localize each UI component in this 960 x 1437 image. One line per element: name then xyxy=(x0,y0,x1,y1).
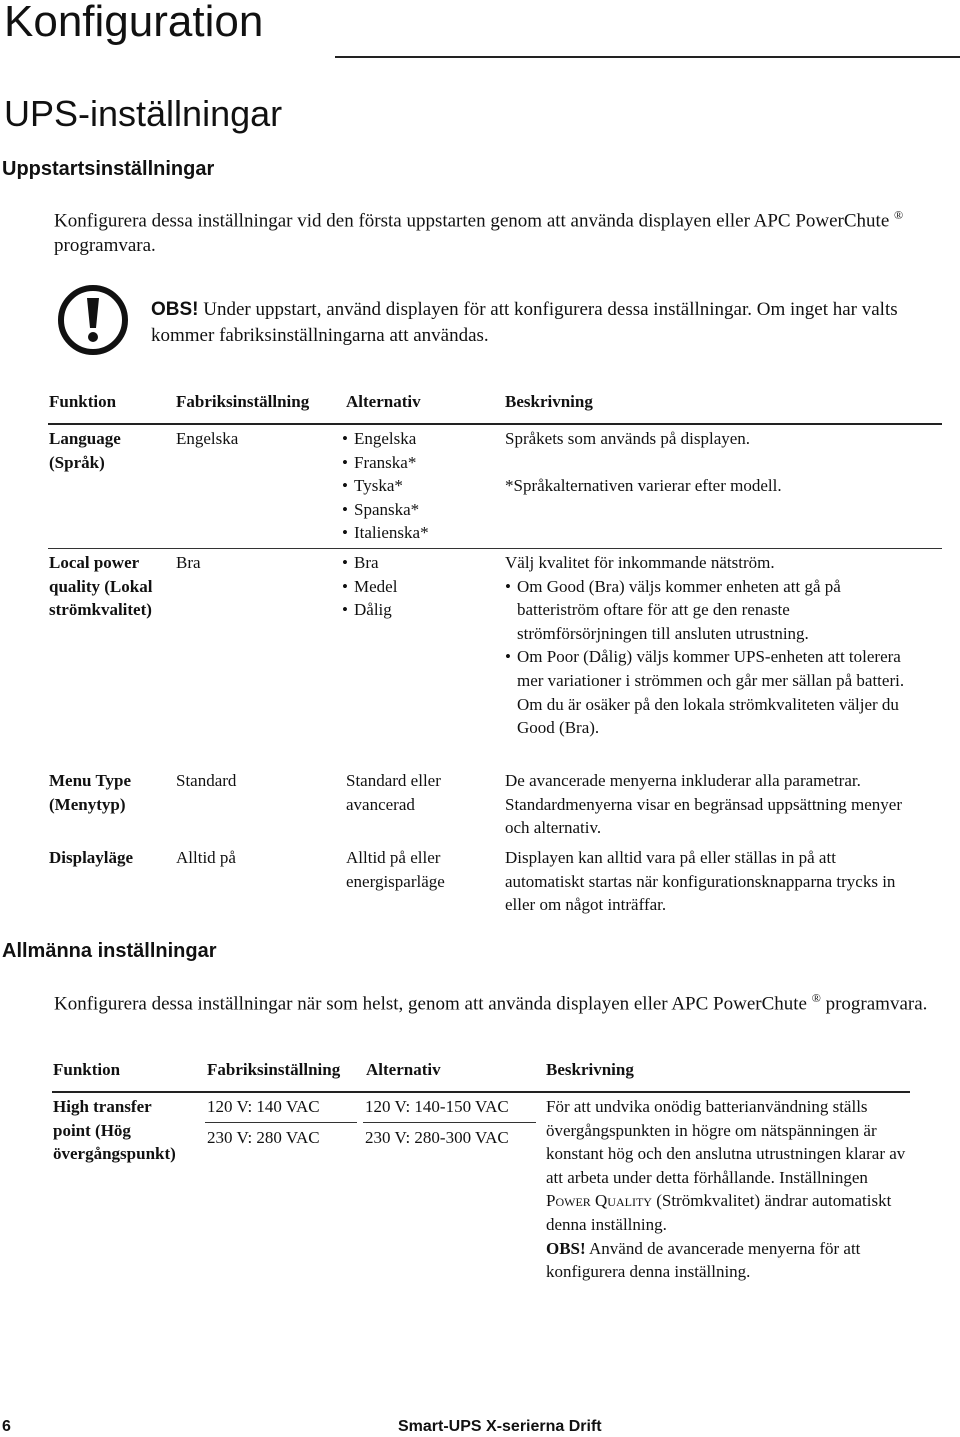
t1-header-default: Fabriksinställning xyxy=(176,392,310,411)
startup-intro xyxy=(54,203,934,258)
general-intro-suffix: programvara. xyxy=(820,993,928,1015)
t2-row-transfer-point-options xyxy=(365,1095,540,1149)
t2-header-rule xyxy=(52,1091,910,1093)
t1-row-language-function xyxy=(49,427,174,474)
footer-title: Smart-UPS X-serierna Drift xyxy=(398,1418,602,1435)
startup-heading: Uppstartsinställningar xyxy=(2,158,215,180)
t1-row-menu-type-options: Standard eller avancerad xyxy=(346,771,441,814)
description-line: Om du är osäker på den lokala strömkvaliteten väljer du Good (Bra). xyxy=(517,694,899,738)
t1-row-power-quality-description xyxy=(505,551,905,740)
description-note xyxy=(546,1237,916,1284)
t1-row-language-description xyxy=(505,427,935,498)
option-value: 230 V: 280-300 VAC xyxy=(365,1127,509,1147)
t2-header-default: Fabriksinställning xyxy=(207,1060,341,1079)
chapter-title: Konfiguration xyxy=(4,0,264,46)
t2-row-transfer-point-default xyxy=(207,1095,357,1149)
function-line: Displayläge xyxy=(49,848,134,867)
function-line: strömkvalitet) xyxy=(49,600,152,620)
description-bullet: • Om Good (Bra) väljs kommer enheten att gå på batteriström oftare för att ge den renaste strömförsörjningen till ansluten utrustning. xyxy=(505,575,905,646)
option-item: • Spanska* xyxy=(342,498,502,522)
option-value: 120 V: 140-150 VAC xyxy=(365,1097,509,1116)
note-text: Under uppstart, använd displayen för att konfigurera dessa inställningar. Om inget har valts kommer fabriksinställningarna att användas. xyxy=(151,299,898,346)
description-line: Välj kvalitet för inkommande nätström. xyxy=(505,553,775,572)
page-number: 6 xyxy=(2,1418,11,1435)
note-label: OBS! xyxy=(151,299,199,320)
startup-note xyxy=(151,297,960,349)
general-intro xyxy=(54,986,944,1016)
t1-row-menu-type-default: Standard xyxy=(176,771,237,790)
t1-row-power-quality-function xyxy=(49,551,174,622)
option-item: • Medel xyxy=(342,575,502,599)
cell-divider xyxy=(205,1122,357,1123)
t2-header-description: Beskrivning xyxy=(546,1060,634,1079)
startup-intro-text: Konfigurera dessa inställningar vid den första uppstarten genom att använda displayen eller APC PowerChute xyxy=(54,210,890,232)
default-value: 230 V: 280 VAC xyxy=(207,1127,320,1147)
default-value: 120 V: 140 VAC xyxy=(207,1097,320,1116)
t1-row-display-mode-options: Alltid på eller energisparläge xyxy=(346,848,445,891)
general-intro-text: Konfigurera dessa inställningar när som helst, genom att använda displayen eller APC PowerChute xyxy=(54,993,807,1015)
function-line: Local power xyxy=(49,553,140,572)
registered-mark: ® xyxy=(811,991,821,1005)
note-label: OBS! xyxy=(546,1238,586,1258)
chapter-rule xyxy=(335,56,960,58)
t1-row-power-quality-default: Bra xyxy=(176,553,201,572)
description-line: Språkets som används på displayen. xyxy=(505,429,751,448)
option-item: • Engelska xyxy=(342,427,502,451)
description-text: För att undvika onödig batterianvändning ställs övergångspunkten in högre om nätspänningen är konstant hög och den anslutna utrustningen klarar av att arbeta under detta förhållande. Inställningen xyxy=(546,1097,906,1187)
registered-mark: ® xyxy=(894,208,904,222)
t1-header-function: Funktion xyxy=(49,392,117,411)
description-setting-name: Power Quality xyxy=(546,1191,652,1211)
option-item: • Bra xyxy=(342,551,502,575)
function-line: quality (Lokal xyxy=(49,576,153,596)
section-title: UPS-inställningar xyxy=(4,93,283,134)
startup-intro-suffix: programvara. xyxy=(54,235,156,257)
function-line: High transfer xyxy=(53,1097,152,1116)
t2-header-options: Alternativ xyxy=(366,1060,441,1079)
function-line: Menu Type xyxy=(49,771,132,790)
t1-header-options: Alternativ xyxy=(346,392,421,411)
function-line: övergångspunkt) xyxy=(53,1144,176,1164)
note-text: Använd de avancerade menyerna för att konfigurera denna inställning. xyxy=(546,1238,861,1282)
function-line: (Språk) xyxy=(49,452,105,472)
option-item: • Franska* xyxy=(342,451,502,475)
option-item: • Tyska* xyxy=(342,474,502,498)
t1-header-description: Beskrivning xyxy=(505,392,593,411)
t2-row-transfer-point-function xyxy=(53,1095,203,1166)
cell-divider xyxy=(363,1122,536,1123)
option-item: • Italienska* xyxy=(342,521,502,545)
function-line: point (Hög xyxy=(53,1120,131,1140)
general-heading: Allmänna inställningar xyxy=(2,940,217,962)
description-line: *Språkalternativen varierar efter modell. xyxy=(505,476,782,496)
t1-row-language-default: Engelska xyxy=(176,429,239,448)
t1-row-power-quality-options xyxy=(342,551,502,622)
t1-row-display-mode-default: Alltid på xyxy=(176,848,236,867)
option-item: • Dålig xyxy=(342,598,502,622)
t1-row-rule xyxy=(48,548,942,549)
t1-row-language-options xyxy=(342,427,502,545)
description-bullet: • Om Poor (Dålig) väljs kommer UPS-enheten att tolerera mer variationer i strömmen och går mer sällan på batteri. xyxy=(505,645,905,692)
t1-header-rule xyxy=(48,423,942,425)
t2-header-function: Funktion xyxy=(53,1060,121,1079)
t1-row-display-mode-description: Displayen kan alltid vara på eller ställas in på att automatiskt startas när konfigurationsknapparna trycks in eller om något inträffar. xyxy=(505,848,896,915)
t1-row-menu-type-description: De avancerade menyerna inkluderar alla parametrar. Standardmenyerna visar en begränsad uppsättning menyer och alternativ. xyxy=(505,771,903,838)
t1-row-display-mode-function xyxy=(49,846,174,870)
t1-row-menu-type-function xyxy=(49,769,174,816)
t2-row-transfer-point-description xyxy=(546,1095,916,1284)
description-text: (Strömkvalitet) ändrar automatiskt denna inställning. xyxy=(546,1191,892,1234)
function-line: (Menytyp) xyxy=(49,794,126,814)
exclamation-circle-icon xyxy=(56,283,130,357)
function-line: Language xyxy=(49,429,121,448)
